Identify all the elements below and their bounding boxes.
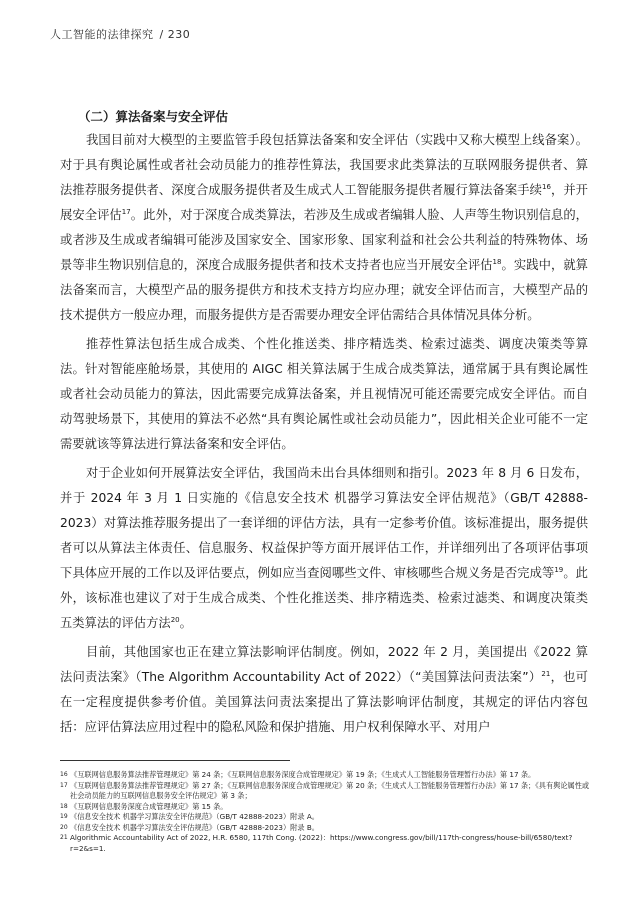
paragraph-text: 。实践中，就算法备案而言，大模型产品的服务提供方和技术支持方均应办理；就安全评估而言，大模型产品的技术提供方一般应办理，而服务提供方是否需要办理安全评估需结合具体情况具体分析。 (60, 258, 588, 322)
paragraph-text: 我国目前对大模型的主要监管手段包括算法备案和安全评估（实践中又称大模型上线备案）。对于具有舆论属性或者社会动员能力的推荐性算法，我国要求此类算法的互联网服务提供者、算法推荐服务提供者、深度合成服务提供者及生成式人工智能服务提供者履行算法备案手续 (60, 133, 588, 197)
paragraph-text: 。 (179, 616, 192, 630)
paragraph-text: ，也可在一定程度提供参考价值。美国算法问责法案提出了算法影响评估制度，其规定的评估内容包括：应评估算法应用过程中的隐私风险和保护措施、用户权利保障水平、对用户 (60, 670, 588, 734)
footnote (60, 833, 590, 854)
footnote-number: 19 (60, 813, 68, 820)
page-number: / 230 (159, 28, 191, 41)
footnote-ref[interactable]: 17 (121, 207, 131, 216)
footnote-number: 20 (60, 823, 68, 831)
footnote-text: 《互联网信息服务算法推荐管理规定》第 27 条；《互联网信息服务深度合成管理规定》第 20 条；《生成式人工智能服务管理暂行办法》第 17 条；《具有舆论属性或社会动员能力的互联网信息服务安全评估规定》第 3 条； (70, 780, 590, 800)
paragraph (60, 332, 588, 457)
footnote-number: 21 (60, 834, 68, 841)
running-header (50, 26, 190, 42)
footnote-divider (60, 760, 290, 761)
footnote-ref[interactable]: 16 (541, 182, 551, 191)
footnote-ref[interactable]: 20 (170, 615, 180, 624)
paragraph (60, 128, 588, 328)
footnote (60, 770, 590, 781)
footnote-ref[interactable]: 18 (492, 257, 502, 266)
section-title: （二）算法备案与安全评估 (78, 109, 229, 124)
body-text (60, 128, 588, 744)
paragraph-text: 对于企业如何开展算法安全评估，我国尚未出台具体细则和指引。2023 年 8 月 6 日发布，并于 2024 年 3 月 1 日实施的《信息安全技术 机器学习算法安全评估规范》（GB/T 42888-2023）对算法推荐服务提出了一套详细的评估方法，具有一定参考价值。该标准提出，服务提供者可以从算法主体责任、信息服务、权益保护等方面开展评估工作，并详细列出了各项评估事项下具体应开展的工作以及评估要点，例如应当查阅哪些文件、审核哪些合规义务是否完成等 (60, 466, 588, 580)
footnote (60, 812, 590, 823)
footnote (60, 781, 590, 802)
paragraph-text: 。此外，对于深度合成类算法，若涉及生成或者编辑人脸、人声等生物识别信息的，或者涉及生成或者编辑可能涉及国家安全、国家形象、国家利益和社会公共利益的特殊物体、场景等非生物识别信息的，深度合成服务提供者和技术支持者也应当开展安全评估 (60, 208, 588, 272)
footnote-text: 《互联网信息服务深度合成管理规定》第 15 条。 (70, 801, 228, 811)
footnote-number: 16 (60, 771, 68, 778)
footnote-ref[interactable]: 19 (554, 565, 564, 574)
footnote (60, 823, 590, 834)
paragraph-text: 推荐性算法包括生成合成类、个性化推送类、排序精选类、检索过滤类、调度决策类等算法。针对智能座舱场景，其使用的 AIGC 相关算法属于生成合成类算法，通常属于具有舆论属性或者社会动员能力的算法，因此需要完成算法备案，并且视情况可能还需要完成安全评估。而自动驾驶场景下，其使用的算法不必然“具有舆论属性或社会动员能力”，因此相关企业可能不一定需要就该等算法进行算法备案和安全评估。 (60, 337, 588, 451)
footnote (60, 802, 590, 813)
footnotes (60, 770, 590, 854)
book-title: 人工智能的法律探究 (50, 28, 154, 41)
paragraph-text: 目前，其他国家也正在建立算法影响评估制度。例如，2022 年 2 月，美国提出《2022 算法问责法案》（The Algorithm Accountability Act of 2022）（“美国算法问责法案”） (60, 645, 588, 684)
footnote-text: 《信息安全技术 机器学习算法安全评估规范》（GB/T 42888-2023）附录 B。 (70, 822, 319, 832)
footnote-text: 《互联网信息服务算法推荐管理规定》第 24 条；《互联网信息服务深度合成管理规定》第 19 条；《生成式人工智能服务管理暂行办法》第 17 条。 (70, 770, 536, 779)
footnote-number: 18 (60, 802, 68, 810)
footnote-ref[interactable]: 21 (541, 669, 551, 678)
paragraph (60, 640, 588, 740)
paragraph-text: 。此外，该标准也建议了对于生成合成类、个性化推送类、排序精选类、检索过滤类、和调度决策类五类算法的评估方法 (60, 566, 588, 630)
footnote-text: Algorithmic Accountability Act of 2022, H.R. 6580, 117th Cong. (2022)：https://www.congress.gov/bill/117th-congress/house-bill/6580/text?r=2&s=1. (70, 833, 573, 853)
paragraph (60, 461, 588, 636)
footnote-number: 17 (60, 781, 68, 789)
footnote-text: 《信息安全技术 机器学习算法安全评估规范》（GB/T 42888-2023）附录 A。 (70, 812, 319, 821)
paragraph-text: ，并开展安全评估 (60, 183, 588, 222)
